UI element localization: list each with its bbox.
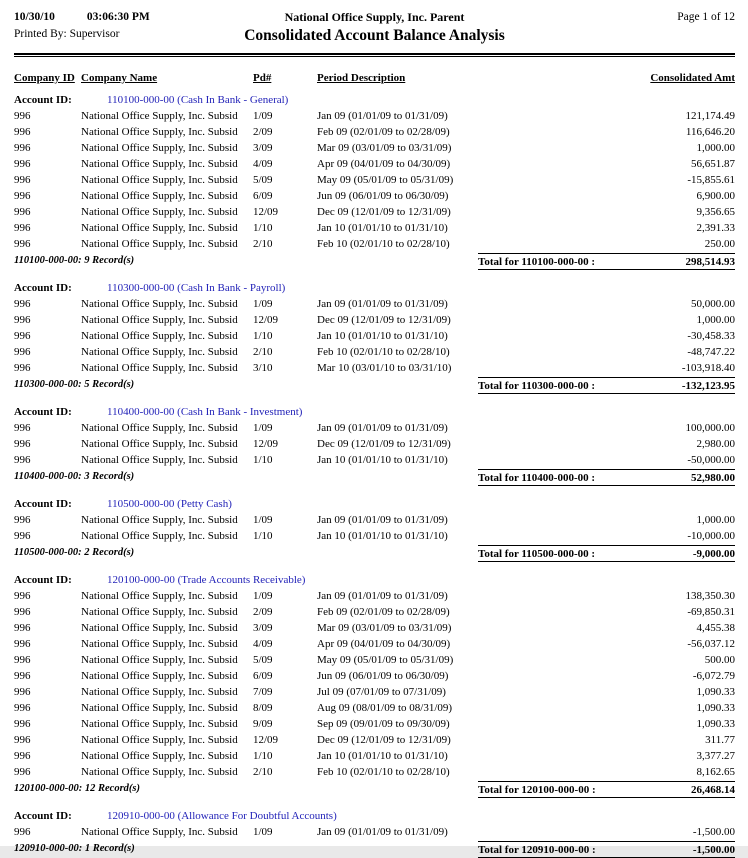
cell-pd: 12/09 [253,438,279,450]
cell-company-id: 996 [14,422,31,434]
cell-company-id: 996 [14,346,31,358]
account-id-link[interactable]: 110400-000-00 (Cash In Bank - Investment) [107,406,303,418]
account-header [14,280,735,296]
cell-amount: 50,000.00 [691,298,735,310]
cell-pd: 1/09 [253,826,273,838]
cell-company-name: National Office Supply, Inc. Subsid [81,298,238,310]
record-count: 110100-000-00: 9 Record(s) [14,255,135,266]
cell-period-description: Mar 10 (03/01/10 to 03/31/10) [317,362,452,374]
cell-company-id: 996 [14,718,31,730]
table-row [14,748,735,764]
table-row [14,420,735,436]
cell-amount: -30,458.33 [687,330,735,342]
account-id-link[interactable]: 120910-000-00 (Allowance For Doubtful Accounts) [107,810,337,822]
account-id-label: Account ID: [14,574,72,586]
cell-pd: 2/09 [253,126,273,138]
table-row [14,204,735,220]
section-total [478,545,735,562]
report-header [14,8,735,26]
cell-amount: 3,377.27 [696,750,735,762]
table-row [14,512,735,528]
cell-company-name: National Office Supply, Inc. Subsid [81,422,238,434]
cell-pd: 1/10 [253,330,273,342]
section-total [478,469,735,486]
cell-period-description: Jan 09 (01/01/09 to 01/31/09) [317,422,448,434]
cell-period-description: Jan 10 (01/01/10 to 01/31/10) [317,454,448,466]
column-headers [14,70,735,86]
cell-period-description: Jan 09 (01/01/09 to 01/31/09) [317,826,448,838]
cell-company-name: National Office Supply, Inc. Subsid [81,438,238,450]
cell-company-id: 996 [14,606,31,618]
cell-pd: 1/10 [253,750,273,762]
account-id-label: Account ID: [14,810,72,822]
account-id-label: Account ID: [14,94,72,106]
printed-by-label: Printed By: [14,28,67,40]
cell-company-name: National Office Supply, Inc. Subsid [81,718,238,730]
cell-company-id: 996 [14,638,31,650]
cell-company-name: National Office Supply, Inc. Subsid [81,766,238,778]
cell-period-description: Dec 09 (12/01/09 to 12/31/09) [317,314,451,326]
account-rows [14,824,735,840]
section-footer [14,841,735,858]
cell-company-name: National Office Supply, Inc. Subsid [81,826,238,838]
cell-company-id: 996 [14,622,31,634]
table-row [14,716,735,732]
total-label: Total for 110500-000-00 : [478,548,596,560]
cell-company-name: National Office Supply, Inc. Subsid [81,686,238,698]
table-row [14,220,735,236]
report-body [14,92,735,858]
cell-amount: -103,918.40 [681,362,735,374]
cell-period-description: Jul 09 (07/01/09 to 07/31/09) [317,686,446,698]
cell-pd: 4/09 [253,158,273,170]
cell-company-id: 996 [14,514,31,526]
cell-company-name: National Office Supply, Inc. Subsid [81,190,238,202]
cell-company-id: 996 [14,238,31,250]
cell-company-id: 996 [14,454,31,466]
cell-company-name: National Office Supply, Inc. Subsid [81,362,238,374]
total-amount: 52,980.00 [691,472,735,484]
account-id-label: Account ID: [14,406,72,418]
total-amount: 26,468.14 [691,784,735,796]
account-header [14,572,735,588]
table-row [14,296,735,312]
table-row [14,436,735,452]
cell-company-id: 996 [14,190,31,202]
cell-period-description: Mar 09 (03/01/09 to 03/31/09) [317,622,452,634]
cell-company-name: National Office Supply, Inc. Subsid [81,702,238,714]
cell-company-id: 996 [14,686,31,698]
cell-period-description: May 09 (05/01/09 to 05/31/09) [317,654,454,666]
cell-company-name: National Office Supply, Inc. Subsid [81,158,238,170]
table-row [14,156,735,172]
cell-pd: 6/09 [253,190,273,202]
total-label: Total for 110400-000-00 : [478,472,596,484]
record-count: 120910-000-00: 1 Record(s) [14,843,135,854]
cell-pd: 2/09 [253,606,273,618]
table-row [14,668,735,684]
cell-company-name: National Office Supply, Inc. Subsid [81,174,238,186]
header-divider [14,53,735,57]
table-row [14,328,735,344]
table-row [14,452,735,468]
cell-pd: 1/09 [253,590,273,602]
cell-company-id: 996 [14,314,31,326]
cell-company-name: National Office Supply, Inc. Subsid [81,454,238,466]
account-rows [14,420,735,468]
cell-period-description: Jan 09 (01/01/09 to 01/31/09) [317,110,448,122]
cell-company-id: 996 [14,734,31,746]
cell-amount: 138,350.30 [685,590,735,602]
cell-company-id: 996 [14,702,31,714]
cell-amount: -56,037.12 [687,638,735,650]
cell-pd: 1/09 [253,110,273,122]
cell-company-id: 996 [14,362,31,374]
cell-amount: -10,000.00 [687,530,735,542]
table-row [14,124,735,140]
account-header [14,404,735,420]
report-title: Consolidated Account Balance Analysis [244,27,505,44]
cell-period-description: Mar 09 (03/01/09 to 03/31/09) [317,142,452,154]
cell-period-description: Dec 09 (12/01/09 to 12/31/09) [317,438,451,450]
cell-period-description: Feb 09 (02/01/09 to 02/28/09) [317,126,450,138]
record-count: 120100-000-00: 12 Record(s) [14,783,140,794]
col-company-name: Company Name [81,72,158,84]
table-row [14,528,735,544]
account-id-label: Account ID: [14,282,72,294]
cell-amount: -1,500.00 [692,826,735,838]
col-consolidated-amt: Consolidated Amt [650,72,735,84]
cell-period-description: Jan 09 (01/01/09 to 01/31/09) [317,514,448,526]
cell-company-name: National Office Supply, Inc. Subsid [81,638,238,650]
cell-company-name: National Office Supply, Inc. Subsid [81,142,238,154]
cell-company-id: 996 [14,330,31,342]
cell-amount: -6,072.79 [692,670,735,682]
cell-pd: 3/10 [253,362,273,374]
account-id-link[interactable]: 110100-000-00 (Cash In Bank - General) [107,94,289,106]
cell-amount: 116,646.20 [685,126,735,138]
table-row [14,360,735,376]
cell-amount: 1,090.33 [696,702,735,714]
table-row [14,588,735,604]
account-rows [14,296,735,376]
cell-amount: 311.77 [705,734,735,746]
printed-by [14,28,119,40]
cell-pd: 6/09 [253,670,273,682]
cell-period-description: May 09 (05/01/09 to 05/31/09) [317,174,454,186]
cell-period-description: Dec 09 (12/01/09 to 12/31/09) [317,734,451,746]
cell-period-description: Jan 09 (01/01/09 to 01/31/09) [317,298,448,310]
cell-period-description: Dec 09 (12/01/09 to 12/31/09) [317,206,451,218]
cell-amount: -48,747.22 [687,346,735,358]
cell-period-description: Aug 09 (08/01/09 to 08/31/09) [317,702,453,714]
cell-company-name: National Office Supply, Inc. Subsid [81,238,238,250]
account-section [14,572,735,798]
cell-amount: 2,391.33 [696,222,735,234]
account-rows [14,512,735,544]
account-id-link[interactable]: 110300-000-00 (Cash In Bank - Payroll) [107,282,286,294]
cell-company-id: 996 [14,174,31,186]
cell-pd: 12/09 [253,314,279,326]
table-row [14,236,735,252]
cell-pd: 1/09 [253,514,273,526]
printed-by-value: Supervisor [69,28,120,40]
cell-pd: 3/09 [253,622,273,634]
account-section [14,496,735,562]
table-row [14,140,735,156]
table-row [14,732,735,748]
account-id-link[interactable]: 110500-000-00 (Petty Cash) [107,498,232,510]
cell-pd: 5/09 [253,174,273,186]
cell-amount: 121,174.49 [685,110,735,122]
account-section [14,404,735,486]
cell-pd: 1/10 [253,222,273,234]
total-amount: -1,500.00 [692,844,735,856]
cell-period-description: Jan 10 (01/01/10 to 01/31/10) [317,530,448,542]
cell-amount: 1,000.00 [696,314,735,326]
cell-amount: 8,162.65 [696,766,735,778]
total-amount: -9,000.00 [692,548,735,560]
print-time: 03:06:30 PM [86,11,150,23]
cell-pd: 3/09 [253,142,273,154]
cell-pd: 9/09 [253,718,273,730]
cell-company-name: National Office Supply, Inc. Subsid [81,606,238,618]
cell-company-name: National Office Supply, Inc. Subsid [81,126,238,138]
cell-amount: 2,980.00 [696,438,735,450]
table-row [14,604,735,620]
cell-company-name: National Office Supply, Inc. Subsid [81,206,238,218]
cell-amount: 9,356.65 [696,206,735,218]
cell-period-description: Apr 09 (04/01/09 to 04/30/09) [317,638,451,650]
cell-pd: 7/09 [253,686,273,698]
table-row [14,700,735,716]
cell-pd: 1/09 [253,422,273,434]
account-id-label: Account ID: [14,498,72,510]
cell-company-id: 996 [14,530,31,542]
account-id-link[interactable]: 120100-000-00 (Trade Accounts Receivable) [107,574,306,586]
cell-pd: 1/09 [253,298,273,310]
table-row [14,652,735,668]
cell-amount: 6,900.00 [696,190,735,202]
cell-period-description: Feb 10 (02/01/10 to 02/28/10) [317,346,450,358]
cell-amount: -50,000.00 [687,454,735,466]
table-row [14,188,735,204]
table-row [14,824,735,840]
cell-pd: 12/09 [253,734,279,746]
cell-company-name: National Office Supply, Inc. Subsid [81,222,238,234]
cell-amount: 56,651.87 [691,158,735,170]
record-count: 110300-000-00: 5 Record(s) [14,379,135,390]
table-row [14,684,735,700]
total-label: Total for 120100-000-00 : [478,784,596,796]
cell-company-id: 996 [14,110,31,122]
cell-company-id: 996 [14,654,31,666]
cell-pd: 4/09 [253,638,273,650]
table-row [14,636,735,652]
cell-company-id: 996 [14,766,31,778]
record-count: 110400-000-00: 3 Record(s) [14,471,135,482]
col-pd: Pd# [253,72,272,84]
section-total [478,253,735,270]
account-section [14,808,735,858]
cell-period-description: Jan 10 (01/01/10 to 01/31/10) [317,750,448,762]
total-label: Total for 120910-000-00 : [478,844,596,856]
cell-pd: 2/10 [253,238,273,250]
cell-pd: 8/09 [253,702,273,714]
section-footer [14,545,735,562]
cell-company-id: 996 [14,222,31,234]
cell-company-name: National Office Supply, Inc. Subsid [81,530,238,542]
cell-pd: 1/10 [253,530,273,542]
cell-company-name: National Office Supply, Inc. Subsid [81,622,238,634]
cell-period-description: Jun 09 (06/01/09 to 06/30/09) [317,670,449,682]
cell-amount: 1,000.00 [696,514,735,526]
cell-pd: 2/10 [253,766,273,778]
cell-company-name: National Office Supply, Inc. Subsid [81,330,238,342]
cell-company-id: 996 [14,158,31,170]
total-amount: -132,123.95 [681,380,735,392]
cell-period-description: Jan 09 (01/01/09 to 01/31/09) [317,590,448,602]
table-row [14,172,735,188]
cell-period-description: Jun 09 (06/01/09 to 06/30/09) [317,190,449,202]
cell-company-name: National Office Supply, Inc. Subsid [81,514,238,526]
cell-pd: 2/10 [253,346,273,358]
total-label: Total for 110100-000-00 : [478,256,596,268]
account-header [14,496,735,512]
account-section [14,92,735,270]
table-row [14,108,735,124]
cell-amount: -69,850.31 [687,606,735,618]
section-footer [14,377,735,394]
cell-period-description: Apr 09 (04/01/09 to 04/30/09) [317,158,451,170]
cell-company-id: 996 [14,670,31,682]
table-row [14,344,735,360]
cell-period-description: Jan 10 (01/01/10 to 01/31/10) [317,222,448,234]
account-header [14,808,735,824]
cell-amount: 1,090.33 [696,686,735,698]
cell-company-id: 996 [14,298,31,310]
cell-pd: 5/09 [253,654,273,666]
cell-amount: 250.00 [704,238,735,250]
total-amount: 298,514.93 [685,256,735,268]
col-company-id: Company ID [14,72,75,84]
cell-company-id: 996 [14,142,31,154]
cell-company-name: National Office Supply, Inc. Subsid [81,670,238,682]
section-total [478,841,735,858]
cell-company-name: National Office Supply, Inc. Subsid [81,750,238,762]
account-rows [14,588,735,780]
cell-company-id: 996 [14,750,31,762]
table-row [14,620,735,636]
table-row [14,764,735,780]
total-label: Total for 110300-000-00 : [478,380,596,392]
cell-amount: 500.00 [704,654,735,666]
cell-amount: 1,000.00 [696,142,735,154]
print-date: 10/30/10 [14,11,55,23]
cell-company-id: 996 [14,438,31,450]
record-count: 110500-000-00: 2 Record(s) [14,547,135,558]
account-rows [14,108,735,252]
cell-amount: 4,455.38 [696,622,735,634]
cell-company-id: 996 [14,126,31,138]
table-row [14,312,735,328]
cell-company-name: National Office Supply, Inc. Subsid [81,314,238,326]
section-total [478,781,735,798]
cell-company-id: 996 [14,826,31,838]
section-footer [14,469,735,486]
cell-amount: 1,090.33 [696,718,735,730]
page-indicator: Page 1 of 12 [677,11,735,23]
cell-period-description: Feb 09 (02/01/09 to 02/28/09) [317,606,450,618]
cell-company-name: National Office Supply, Inc. Subsid [81,734,238,746]
account-header [14,92,735,108]
section-footer [14,781,735,798]
cell-company-name: National Office Supply, Inc. Subsid [81,590,238,602]
cell-amount: 100,000.00 [685,422,735,434]
company-title: National Office Supply, Inc. Parent [284,10,465,24]
cell-company-name: National Office Supply, Inc. Subsid [81,346,238,358]
cell-period-description: Feb 10 (02/01/10 to 02/28/10) [317,766,450,778]
cell-company-name: National Office Supply, Inc. Subsid [81,110,238,122]
section-total [478,377,735,394]
account-section [14,280,735,394]
cell-company-id: 996 [14,206,31,218]
cell-company-id: 996 [14,590,31,602]
cell-period-description: Sep 09 (09/01/09 to 09/30/09) [317,718,450,730]
cell-period-description: Feb 10 (02/01/10 to 02/28/10) [317,238,450,250]
col-period-description: Period Description [317,72,406,84]
cell-pd: 1/10 [253,454,273,466]
section-footer [14,253,735,270]
cell-amount: -15,855.61 [687,174,735,186]
cell-pd: 12/09 [253,206,279,218]
report-subheader [14,26,735,48]
cell-period-description: Jan 10 (01/01/10 to 01/31/10) [317,330,448,342]
cell-company-name: National Office Supply, Inc. Subsid [81,654,238,666]
